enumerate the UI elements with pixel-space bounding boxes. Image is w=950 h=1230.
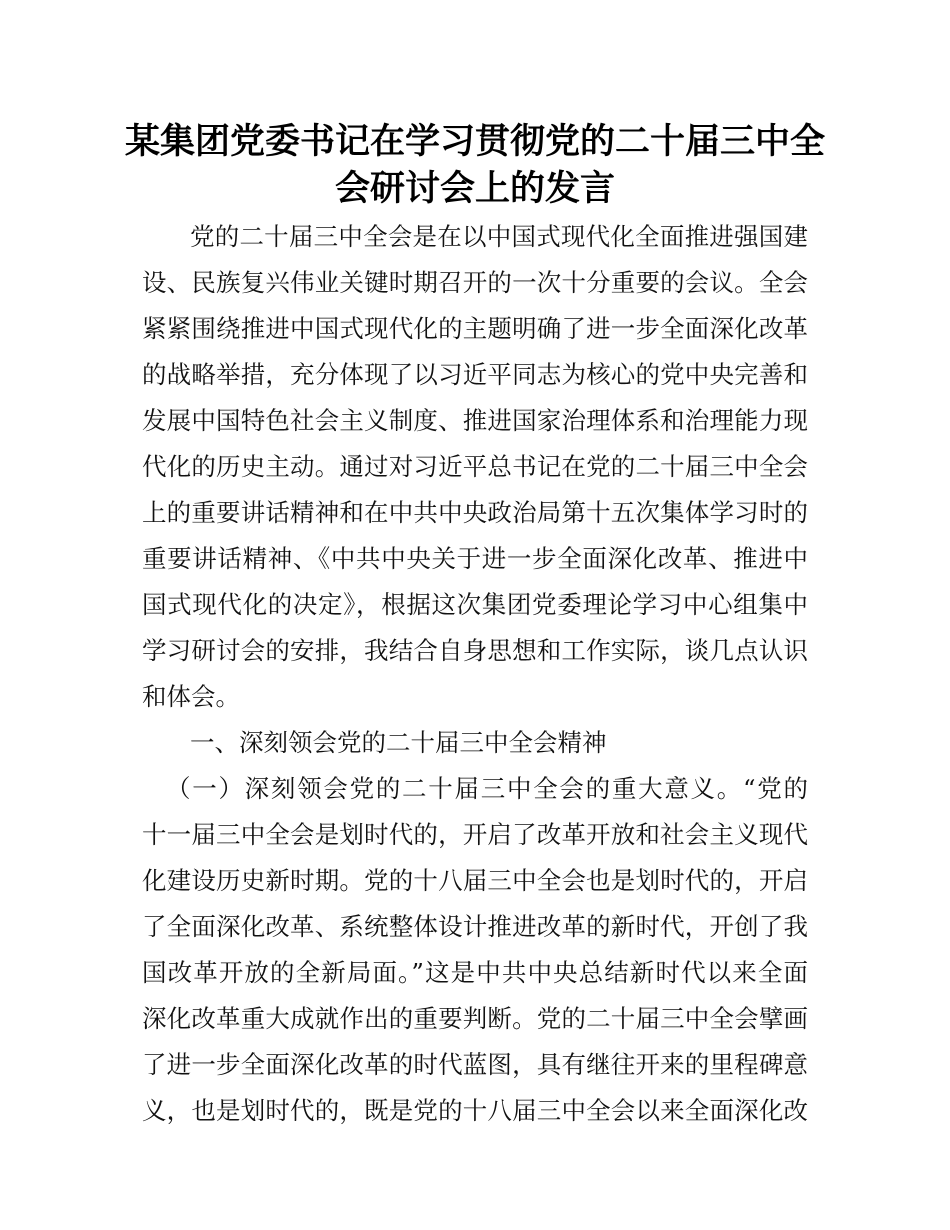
paragraph-1-line-11: 和体会。	[142, 682, 240, 711]
section-heading-1: 一、深刻领会党的二十届三中全会精神	[190, 728, 607, 757]
paragraph-1-line-5: 发展中国特色社会主义制度、推进国家治理体系和治理能力现	[142, 406, 808, 435]
paragraph-1-line-7: 上的重要讲话精神和在中共中央政治局第十五次集体学习时的	[142, 498, 808, 527]
paragraph-3-line-4: 了全面深化改革、系统整体设计推进改革的新时代，开创了我	[142, 912, 808, 941]
paragraph-1-line-3: 紧紧围绕推进中国式现代化的主题明确了进一步全面深化改革	[142, 314, 808, 343]
paragraph-3-line-2: 十一届三中全会是划时代的，开启了改革开放和社会主义现代	[142, 820, 808, 849]
document-title-line-2: 会研讨会上的发言	[334, 169, 615, 209]
paragraph-3-line-7: 了进一步全面深化改革的时代蓝图，具有继往开来的里程碑意	[142, 1050, 808, 1079]
paragraph-1-line-2: 设、民族复兴伟业关键时期召开的一次十分重要的会议。全会	[142, 268, 808, 297]
paragraph-1-line-4: 的战略举措，充分体现了以习近平同志为核心的党中央完善和	[142, 360, 808, 389]
paragraph-1-line-9: 国式现代化的决定》，根据这次集团党委理论学习中心组集中	[142, 590, 808, 619]
paragraph-1-line-8: 重要讲话精神、《中共中央关于进一步全面深化改革、推进中	[142, 544, 808, 573]
paragraph-3-line-1: （一）深刻领会党的二十届三中全会的重大意义。“党的	[166, 774, 808, 803]
paragraph-3-line-3: 化建设历史新时期。党的十八届三中全会也是划时代的，开启	[142, 866, 808, 895]
paragraph-3-line-5: 国改革开放的全新局面。”这是中共中央总结新时代以来全面	[142, 958, 808, 987]
paragraph-3-line-8: 义，也是划时代的，既是党的十八届三中全会以来全面深化改	[142, 1096, 808, 1125]
paragraph-1-line-6: 代化的历史主动。通过对习近平总书记在党的二十届三中全会	[142, 452, 808, 481]
paragraph-1-line-10: 学习研讨会的安排，我结合自身思想和工作实际，谈几点认识	[142, 636, 808, 665]
paragraph-3-line-6: 深化改革重大成就作出的重要判断。党的二十届三中全会擘画	[142, 1004, 808, 1033]
document-title-line-1: 某集团党委书记在学习贯彻党的二十届三中全	[124, 122, 825, 162]
paragraph-1-line-1: 党的二十届三中全会是在以中国式现代化全面推进强国建	[190, 222, 808, 251]
